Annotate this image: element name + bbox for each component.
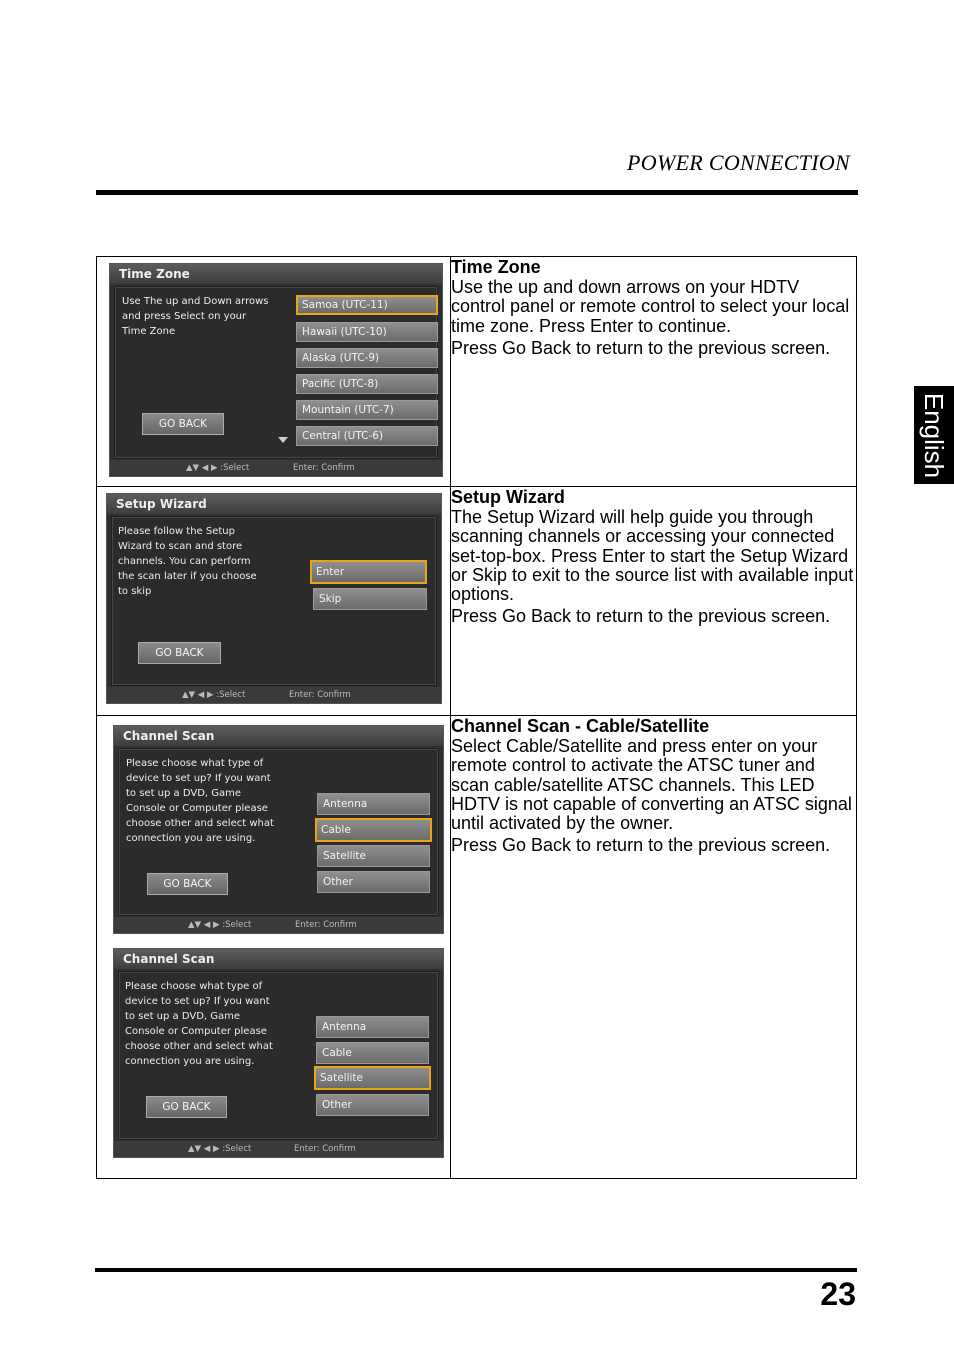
option-skip[interactable]: Skip bbox=[313, 588, 427, 610]
scroll-down-icon[interactable] bbox=[278, 437, 288, 443]
option-cable[interactable]: Cable bbox=[315, 818, 432, 842]
footer-rule bbox=[95, 1268, 857, 1272]
section-paragraph: Press Go Back to return to the previous screen. bbox=[451, 337, 831, 358]
description-cell bbox=[451, 257, 857, 487]
screen-prompt: Use The up and Down arrows and press Select on your Time Zone bbox=[122, 296, 269, 337]
option-antenna[interactable]: Antenna bbox=[317, 793, 430, 815]
option-satellite[interactable]: Satellite bbox=[314, 1066, 431, 1090]
section-header: POWER CONNECTION bbox=[627, 150, 850, 175]
tv-screen-time-zone bbox=[109, 263, 443, 477]
go-back-button[interactable]: GO BACK bbox=[142, 413, 224, 435]
screen-footer bbox=[114, 1141, 443, 1157]
go-back-button[interactable]: GO BACK bbox=[147, 873, 228, 895]
table-row bbox=[97, 716, 857, 1179]
section-paragraph: Press Go Back to return to the previous screen. bbox=[451, 835, 831, 856]
screen-footer bbox=[114, 917, 443, 933]
screen-prompt: Please choose what type of device to set up? If you want to set up a DVD, Game Console or Computer please choose other and select what connection you are using. bbox=[125, 981, 273, 1067]
description-cell bbox=[451, 487, 857, 716]
select-hint: ▲▼ ◀ ▶ :Select bbox=[186, 463, 250, 473]
confirm-hint: Enter: Confirm bbox=[289, 690, 351, 700]
description-cell bbox=[451, 716, 857, 1179]
option-alaska[interactable]: Alaska (UTC-9) bbox=[296, 348, 438, 368]
option-satellite[interactable]: Satellite bbox=[317, 845, 430, 867]
option-mountain[interactable]: Mountain (UTC-7) bbox=[296, 400, 438, 420]
section-paragraph: Press Go Back to return to the previous screen. bbox=[451, 606, 831, 627]
screen-prompt: Please follow the Setup Wizard to scan and store channels. You can perform the scan later if you choose to skip bbox=[118, 526, 257, 597]
screen-footer bbox=[107, 687, 441, 703]
section-title: Channel Scan - Cable/Satellite bbox=[451, 716, 710, 736]
section-paragraph: Use the up and down arrows on your HDTV control panel or remote control to select your local time zone. Press Enter to continue. bbox=[451, 277, 850, 336]
option-hawaii[interactable]: Hawaii (UTC-10) bbox=[296, 322, 438, 342]
screen-title: Channel Scan bbox=[114, 726, 443, 746]
screen-title: Setup Wizard bbox=[107, 494, 441, 514]
go-back-button[interactable]: GO BACK bbox=[146, 1096, 227, 1118]
screenshot-cell bbox=[97, 487, 451, 716]
option-central[interactable]: Central (UTC-6) bbox=[296, 426, 438, 446]
tv-screen-setup-wizard bbox=[106, 493, 442, 704]
select-hint: ▲▼ ◀ ▶ :Select bbox=[188, 920, 252, 930]
select-hint: ▲▼ ◀ ▶ :Select bbox=[188, 1144, 252, 1154]
confirm-hint: Enter: Confirm bbox=[295, 920, 357, 930]
confirm-hint: Enter: Confirm bbox=[293, 463, 355, 473]
instruction-table bbox=[96, 256, 857, 1179]
option-cable[interactable]: Cable bbox=[316, 1042, 429, 1064]
screenshot-cell bbox=[97, 716, 451, 1179]
table-row bbox=[97, 257, 857, 487]
select-hint: ▲▼ ◀ ▶ :Select bbox=[182, 690, 246, 700]
section-title: Setup Wizard bbox=[451, 487, 565, 507]
go-back-button[interactable]: GO BACK bbox=[138, 642, 221, 664]
tv-screen-channel-scan-cable bbox=[113, 725, 444, 934]
screenshot-cell bbox=[97, 257, 451, 487]
language-tab-label: English bbox=[919, 392, 950, 478]
option-enter[interactable]: Enter bbox=[310, 560, 427, 584]
section-paragraph: Select Cable/Satellite and press enter on your remote control to activate the ATSC tuner and scan cable/satellite ATSC channels. This LED HDTV is not capable of converting an ATSC signal until activated by the owner. bbox=[451, 736, 852, 834]
page-number: 23 bbox=[820, 1276, 856, 1312]
option-pacific[interactable]: Pacific (UTC-8) bbox=[296, 374, 438, 394]
confirm-hint: Enter: Confirm bbox=[294, 1144, 356, 1154]
section-paragraph: The Setup Wizard will help guide you through scanning channels or accessing your connected set-top-box. Press Enter to start the Setup Wizard or Skip to exit to the source list with available input options. bbox=[451, 507, 854, 605]
option-antenna[interactable]: Antenna bbox=[316, 1016, 429, 1038]
header-rule bbox=[96, 190, 858, 195]
option-other[interactable]: Other bbox=[316, 1094, 429, 1116]
option-samoa[interactable]: Samoa (UTC-11) bbox=[296, 295, 438, 315]
language-tab bbox=[914, 386, 954, 484]
screen-footer bbox=[110, 460, 442, 476]
table-row bbox=[97, 487, 857, 716]
screen-title: Time Zone bbox=[110, 264, 442, 284]
screen-title: Channel Scan bbox=[114, 949, 443, 969]
tv-screen-channel-scan-satellite bbox=[113, 948, 444, 1158]
screen-prompt: Please choose what type of device to set up? If you want to set up a DVD, Game Console or Computer please choose other and select what connection you are using. bbox=[126, 758, 274, 844]
section-title: Time Zone bbox=[451, 257, 541, 277]
option-other[interactable]: Other bbox=[317, 871, 430, 893]
